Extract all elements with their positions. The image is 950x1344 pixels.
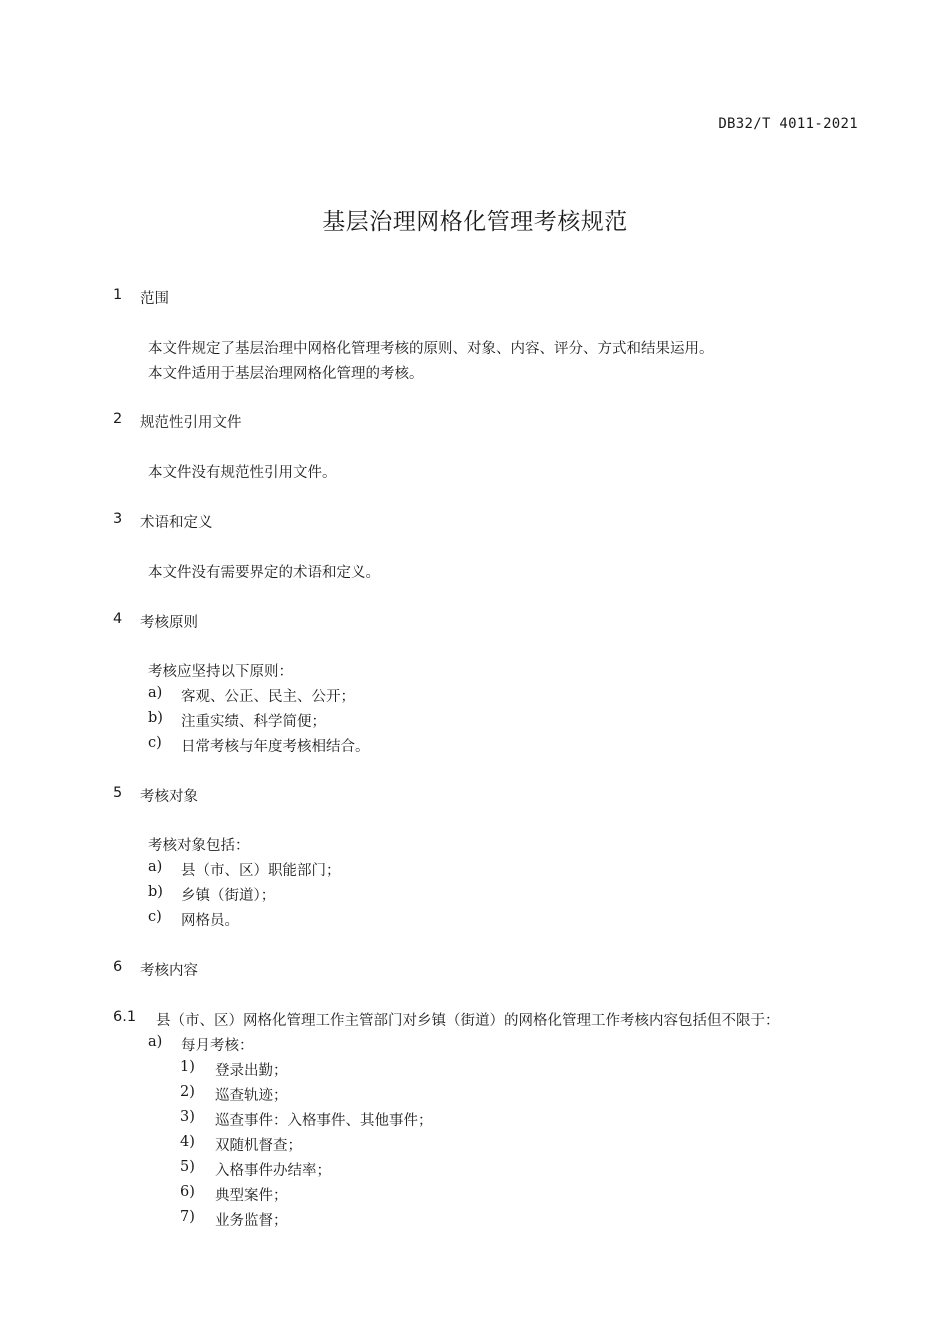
list-item-text: 每月考核： — [181, 1038, 254, 1054]
sub-item-text: 巡查轨迹； — [215, 1088, 288, 1104]
section-3-title: 术语和定义 — [140, 515, 213, 531]
list-item-text: 县（市、区）职能部门； — [181, 863, 341, 879]
document-title: 基层治理网格化管理考核规范 — [322, 209, 628, 235]
sub-item-text: 双随机督查； — [215, 1138, 302, 1154]
sub-item-text: 入格事件办结率； — [215, 1163, 331, 1179]
section-5-title: 考核对象 — [140, 789, 198, 805]
list-item-text: 客观、公正、民主、公开； — [181, 689, 355, 705]
list-item-mark: a) — [148, 1034, 163, 1050]
list-item-text: 乡镇（街道）； — [181, 888, 276, 904]
section-4-title: 考核原则 — [140, 615, 198, 631]
sub-item-text: 典型案件； — [215, 1188, 288, 1204]
list-item-mark: a) — [148, 685, 163, 701]
section-2-paragraph: 本文件没有规范性引用文件。 — [148, 465, 337, 481]
list-item-mark: a) — [148, 859, 163, 875]
list-item-text: 注重实绩、科学简便； — [181, 714, 326, 730]
section-1-paragraph: 本文件规定了基层治理中网格化管理考核的原则、对象、内容、评分、方式和结果运用。 — [148, 341, 714, 357]
sub-item-text: 登录出勤； — [215, 1063, 288, 1079]
section-1-title: 范围 — [140, 291, 169, 307]
section-5-number: 5 — [113, 785, 123, 801]
sub-item-mark: 4) — [180, 1134, 195, 1150]
section-4-number: 4 — [113, 611, 123, 627]
subsection-text: 县（市、区）网格化管理工作主管部门对乡镇（街道）的网格化管理工作考核内容包括但不限于： — [156, 1013, 780, 1029]
list-item-text: 网格员。 — [181, 913, 239, 929]
section-3-number: 3 — [113, 511, 123, 527]
list-item-mark: b) — [148, 884, 163, 900]
sub-item-mark: 7) — [180, 1209, 195, 1225]
section-2-title: 规范性引用文件 — [140, 415, 242, 431]
sub-item-mark: 1) — [180, 1059, 195, 1075]
sub-item-text: 业务监督； — [215, 1213, 288, 1229]
section-6-title: 考核内容 — [140, 963, 198, 979]
list-item-mark: b) — [148, 710, 163, 726]
sub-item-mark: 2) — [180, 1084, 195, 1100]
subsection-number: 6.1 — [113, 1009, 137, 1025]
section-1-paragraph: 本文件适用于基层治理网格化管理的考核。 — [148, 366, 424, 382]
list-item-mark: c) — [148, 909, 162, 925]
section-6-number: 6 — [113, 959, 123, 975]
standard-code: DB32/T 4011-2021 — [718, 116, 858, 132]
sub-item-mark: 6) — [180, 1184, 195, 1200]
sub-item-text: 巡查事件：入格事件、其他事件； — [215, 1113, 433, 1129]
section-5-intro: 考核对象包括： — [148, 838, 250, 854]
section-2-number: 2 — [113, 411, 123, 427]
section-4-intro: 考核应坚持以下原则： — [148, 664, 293, 680]
section-3-paragraph: 本文件没有需要界定的术语和定义。 — [148, 565, 380, 581]
sub-item-mark: 3) — [180, 1109, 195, 1125]
list-item-text: 日常考核与年度考核相结合。 — [181, 739, 370, 755]
section-1-number: 1 — [113, 287, 123, 303]
sub-item-mark: 5) — [180, 1159, 195, 1175]
list-item-mark: c) — [148, 735, 162, 751]
